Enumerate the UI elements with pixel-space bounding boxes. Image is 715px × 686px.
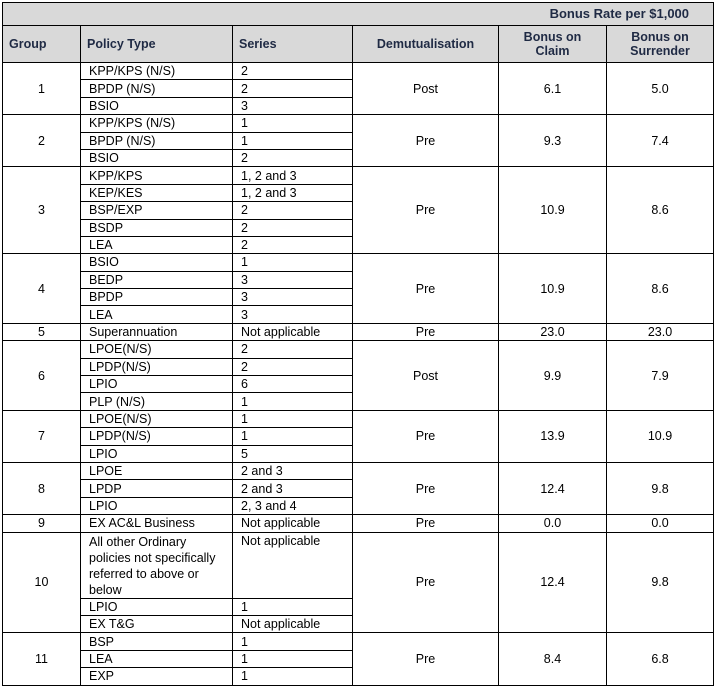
table-row <box>3 462 714 479</box>
bonus-on-surrender-cell: 8.6 <box>607 167 714 254</box>
table-row <box>3 254 714 271</box>
series-cell: 3 <box>233 289 353 306</box>
bonus-on-claim-cell: 8.4 <box>499 633 607 685</box>
series-cell: 3 <box>233 97 353 114</box>
column-header-series: Series <box>233 26 353 63</box>
policy-type-cell: EX T&G <box>81 615 233 632</box>
group-cell: 7 <box>3 410 81 462</box>
series-cell: 2 <box>233 219 353 236</box>
bonus-on-claim-cell: 10.9 <box>499 167 607 254</box>
table-row <box>3 633 714 650</box>
series-cell: 3 <box>233 271 353 288</box>
bonus-on-surrender-cell: 8.6 <box>607 254 714 324</box>
demutualisation-cell: Post <box>353 341 499 411</box>
column-header-bonus-on-surrender: Bonus on Surrender <box>607 26 714 63</box>
demutualisation-cell: Pre <box>353 633 499 685</box>
bonus-on-claim-cell: 9.9 <box>499 341 607 411</box>
series-cell: 1 <box>233 410 353 427</box>
bonus-on-claim-cell: 12.4 <box>499 462 607 514</box>
table-body <box>3 63 714 686</box>
series-cell: 2 and 3 <box>233 462 353 479</box>
demutualisation-cell: Pre <box>353 410 499 462</box>
series-cell: 1 <box>233 254 353 271</box>
policy-type-cell: BSIO <box>81 97 233 114</box>
group-cell: 1 <box>3 63 81 115</box>
policy-type-cell: LPIO <box>81 497 233 514</box>
demutualisation-cell: Pre <box>353 462 499 514</box>
group-cell: 9 <box>3 515 81 532</box>
table-row <box>3 532 714 598</box>
policy-type-cell: KPP/KPS (N/S) <box>81 115 233 132</box>
policy-type-cell: LPDP(N/S) <box>81 428 233 445</box>
bonus-on-claim-cell: 9.3 <box>499 115 607 167</box>
policy-type-cell: LPIO <box>81 445 233 462</box>
policy-type-cell: Superannuation <box>81 323 233 340</box>
series-cell: 1 <box>233 598 353 615</box>
demutualisation-cell: Pre <box>353 254 499 324</box>
policy-type-cell: LEA <box>81 236 233 253</box>
policy-type-cell: All other Ordinary policies not specifically referred to above or below <box>81 532 233 598</box>
series-cell: 1 <box>233 633 353 650</box>
policy-type-cell: LPIO <box>81 598 233 615</box>
table-row <box>3 115 714 132</box>
table-row <box>3 323 714 340</box>
group-cell: 3 <box>3 167 81 254</box>
bonus-on-surrender-cell: 0.0 <box>607 515 714 532</box>
policy-type-cell: LPIO <box>81 376 233 393</box>
demutualisation-cell: Pre <box>353 323 499 340</box>
policy-type-cell: LPOE <box>81 462 233 479</box>
policy-type-cell: LEA <box>81 306 233 323</box>
bonus-on-claim-cell: 13.9 <box>499 410 607 462</box>
group-cell: 11 <box>3 633 81 685</box>
series-cell: 1, 2 and 3 <box>233 167 353 184</box>
bonus-on-surrender-cell: 7.4 <box>607 115 714 167</box>
bonus-on-surrender-cell: 7.9 <box>607 341 714 411</box>
series-cell: 1 <box>233 428 353 445</box>
policy-type-cell: LPOE(N/S) <box>81 410 233 427</box>
demutualisation-cell: Pre <box>353 515 499 532</box>
demutualisation-cell: Pre <box>353 167 499 254</box>
group-cell: 4 <box>3 254 81 324</box>
series-cell: 1 <box>233 668 353 685</box>
column-header-row <box>3 26 714 63</box>
bonus-rate-table <box>2 2 714 686</box>
table-row <box>3 63 714 80</box>
series-cell: 3 <box>233 306 353 323</box>
demutualisation-cell: Pre <box>353 115 499 167</box>
series-cell: 5 <box>233 445 353 462</box>
series-cell: 2 <box>233 63 353 80</box>
policy-type-cell: LEA <box>81 650 233 667</box>
series-cell: 1 <box>233 132 353 149</box>
series-cell: 2 <box>233 202 353 219</box>
bonus-on-claim-cell: 12.4 <box>499 532 607 633</box>
bonus-on-surrender-cell: 10.9 <box>607 410 714 462</box>
group-cell: 8 <box>3 462 81 514</box>
series-cell: 2 <box>233 236 353 253</box>
policy-type-cell: KEP/KES <box>81 184 233 201</box>
bonus-on-claim-cell: 0.0 <box>499 515 607 532</box>
policy-type-cell: KPP/KPS (N/S) <box>81 63 233 80</box>
bonus-on-claim-cell: 6.1 <box>499 63 607 115</box>
column-header-group: Group <box>3 26 81 63</box>
bonus-rate-header: Bonus Rate per $1,000 <box>3 3 714 26</box>
series-cell: 1 <box>233 650 353 667</box>
series-cell: 2, 3 and 4 <box>233 497 353 514</box>
series-cell: 2 <box>233 149 353 166</box>
bonus-on-claim-cell: 23.0 <box>499 323 607 340</box>
series-cell: Not applicable <box>233 515 353 532</box>
column-header-policy-type: Policy Type <box>81 26 233 63</box>
group-cell: 5 <box>3 323 81 340</box>
policy-type-cell: BPDP (N/S) <box>81 132 233 149</box>
policy-type-cell: BPDP (N/S) <box>81 80 233 97</box>
bonus-on-surrender-cell: 9.8 <box>607 462 714 514</box>
policy-type-cell: BSIO <box>81 254 233 271</box>
policy-type-cell: BSP/EXP <box>81 202 233 219</box>
table-row <box>3 515 714 532</box>
policy-type-cell: LPDP <box>81 480 233 497</box>
policy-type-cell: KPP/KPS <box>81 167 233 184</box>
policy-type-cell: EX AC&L Business <box>81 515 233 532</box>
group-cell: 10 <box>3 532 81 633</box>
column-header-bonus-on-claim: Bonus on Claim <box>499 26 607 63</box>
series-cell: 2 <box>233 80 353 97</box>
policy-type-cell: BPDP <box>81 289 233 306</box>
policy-type-cell: BSIO <box>81 149 233 166</box>
policy-type-cell: LPOE(N/S) <box>81 341 233 358</box>
bonus-on-surrender-cell: 9.8 <box>607 532 714 633</box>
policy-type-cell: BEDP <box>81 271 233 288</box>
bonus-on-claim-cell: 10.9 <box>499 254 607 324</box>
policy-type-cell: EXP <box>81 668 233 685</box>
series-cell: 1 <box>233 393 353 410</box>
policy-type-cell: LPDP(N/S) <box>81 358 233 375</box>
series-cell: 1 <box>233 115 353 132</box>
table-row <box>3 341 714 358</box>
series-cell: Not applicable <box>233 323 353 340</box>
policy-type-cell: PLP (N/S) <box>81 393 233 410</box>
column-header-demutualisation: Demutualisation <box>353 26 499 63</box>
bonus-on-surrender-cell: 23.0 <box>607 323 714 340</box>
series-cell: Not applicable <box>233 532 353 598</box>
series-cell: 6 <box>233 376 353 393</box>
demutualisation-cell: Post <box>353 63 499 115</box>
series-cell: Not applicable <box>233 615 353 632</box>
group-cell: 6 <box>3 341 81 411</box>
table-row <box>3 410 714 427</box>
group-cell: 2 <box>3 115 81 167</box>
series-cell: 1, 2 and 3 <box>233 184 353 201</box>
bonus-on-surrender-cell: 6.8 <box>607 633 714 685</box>
policy-type-cell: BSP <box>81 633 233 650</box>
series-cell: 2 <box>233 341 353 358</box>
policy-type-cell: BSDP <box>81 219 233 236</box>
series-cell: 2 <box>233 358 353 375</box>
demutualisation-cell: Pre <box>353 532 499 633</box>
super-header-row <box>3 3 714 26</box>
series-cell: 2 and 3 <box>233 480 353 497</box>
table-row <box>3 167 714 184</box>
bonus-on-surrender-cell: 5.0 <box>607 63 714 115</box>
